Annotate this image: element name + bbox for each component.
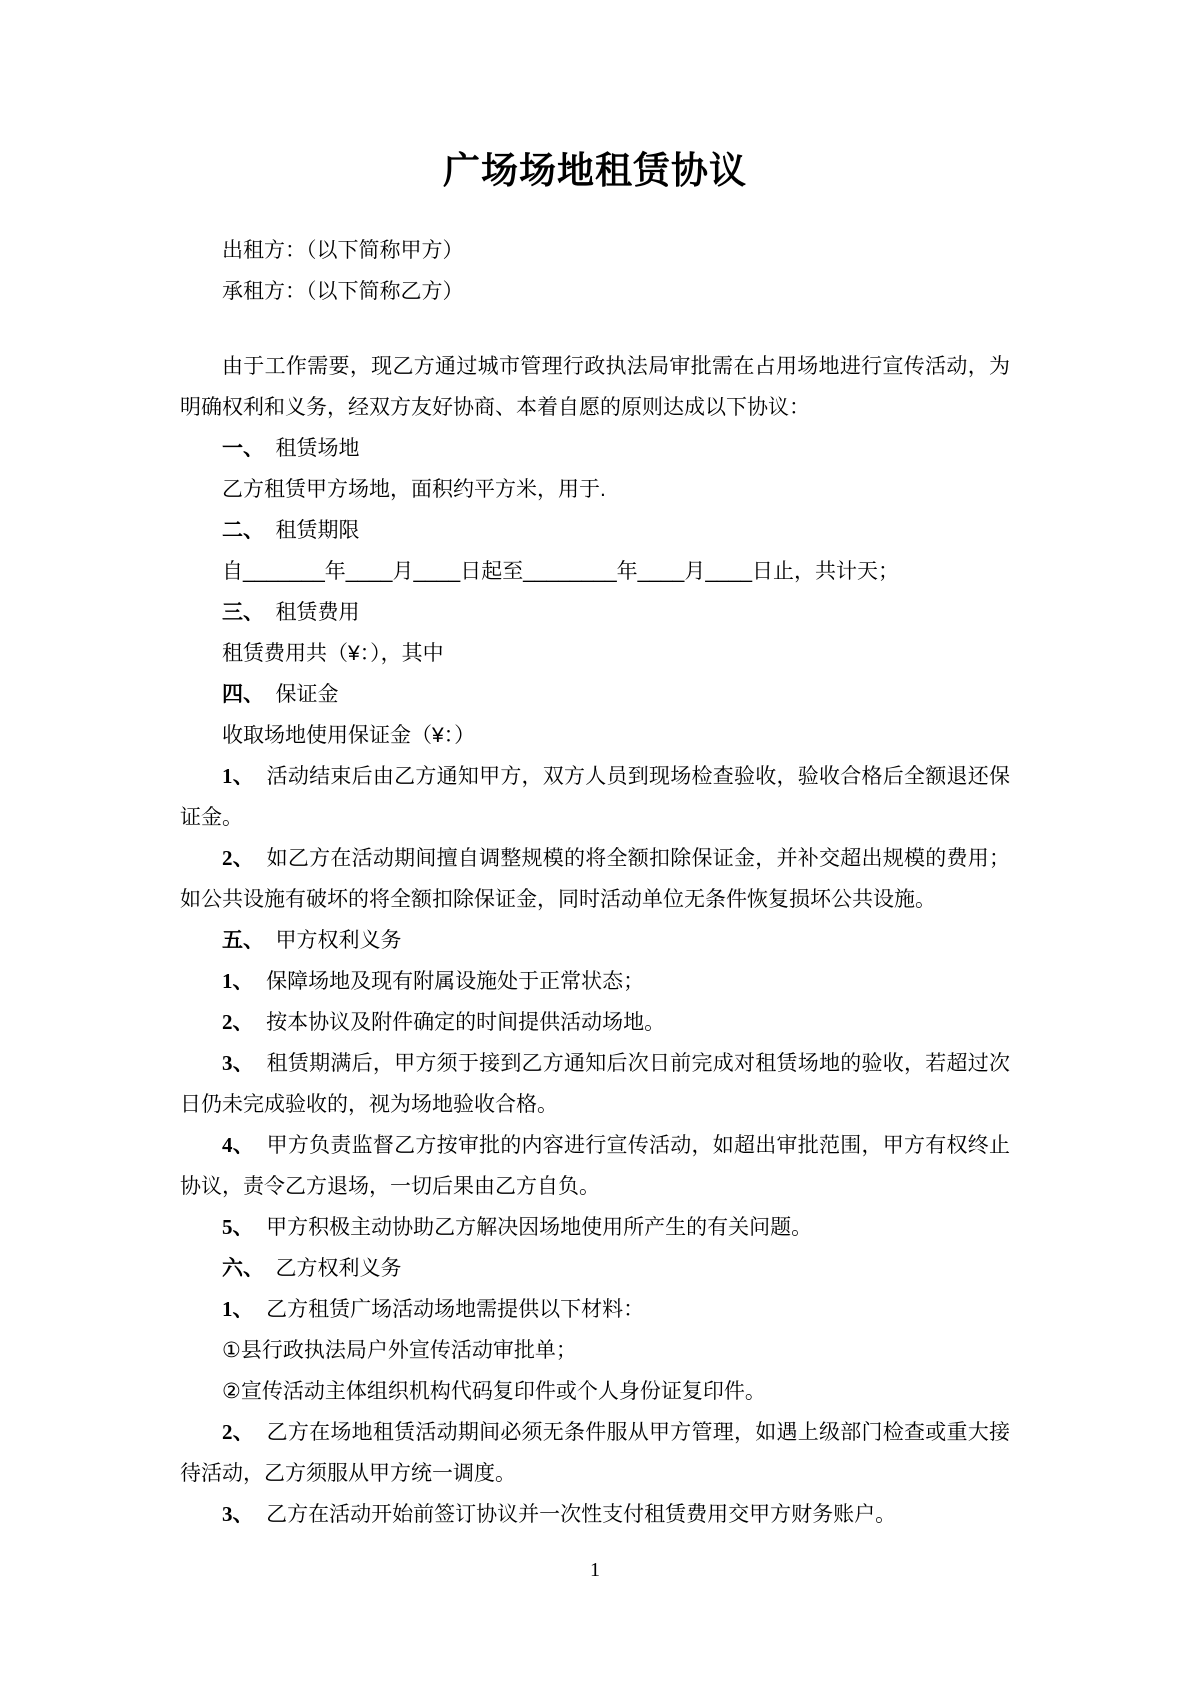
section-heading-deposit [180,674,1010,715]
item-number: 4、 [222,1133,254,1157]
party-b-item-1-text: 乙方租赁广场活动场地需提供以下材料： [266,1298,645,1321]
party-lessor-text: 出租方：（以下简称甲方） [222,239,464,262]
clause-lease-term-text: 自_______年____月____日起至________年____月____日止，共计天； [222,560,900,583]
party-lessee-line [180,271,1010,312]
party-a-item-3-text: 租赁期满后，甲方须于接到乙方通知后次日前完成对租赁场地的验收，若超过次日仍未完成验收的，视为场地验收合格。 [180,1052,1011,1116]
preamble-text: 由于工作需要，现乙方通过城市管理行政执法局审批需在占用场地进行宣传活动，为明确权利和义务，经双方友好协商、本着自愿的原则达成以下协议： [180,355,1010,419]
deposit-item-2-text: 如乙方在活动期间擅自调整规模的将全额扣除保证金，并补交超出规模的费用；如公共设施有破坏的将全额扣除保证金，同时活动单位无条件恢复损坏公共设施。 [180,847,1011,911]
clause-deposit-text: 收取场地使用保证金（¥：） [222,724,476,747]
party-a-item-2 [180,1002,1010,1043]
clause-lease-fee [180,633,1010,674]
item-number: 1、 [222,1297,254,1321]
party-b-item-3 [180,1494,1010,1535]
party-a-item-1-text: 保障场地及现有附属设施处于正常状态； [266,970,645,993]
section-number: 六、 [222,1257,264,1280]
item-number: 2、 [222,1010,254,1034]
item-number: 1、 [222,764,254,788]
clause-deposit [180,715,1010,756]
item-number: 1、 [222,969,254,993]
section-heading-party-a-rights [180,920,1010,961]
section-heading-text: 甲方权利义务 [275,929,402,952]
section-heading-lease-fee [180,592,1010,633]
section-heading-text: 乙方权利义务 [275,1257,402,1280]
section-number: 二、 [222,519,264,542]
party-a-item-4-text: 甲方负责监督乙方按审批的内容进行宣传活动，如超出审批范围，甲方有权终止协议，责令乙方退场，一切后果由乙方自负。 [180,1134,1011,1198]
section-heading-lease-term [180,510,1010,551]
deposit-item-2 [180,838,1010,920]
item-number: 3、 [222,1051,254,1075]
party-a-item-3 [180,1043,1010,1125]
party-lessor-line [180,230,1010,271]
party-b-item-2-text: 乙方在场地租赁活动期间必须无条件服从甲方管理，如遇上级部门检查或重大接待活动，乙方须服从甲方统一调度。 [180,1421,1011,1485]
page-number: 1 [590,1559,600,1581]
preamble-paragraph [180,346,1010,428]
section-heading-text: 租赁场地 [275,437,360,460]
party-a-item-5 [180,1207,1010,1248]
party-a-item-4 [180,1125,1010,1207]
material-item-2 [180,1371,1010,1412]
section-heading-text: 租赁期限 [275,519,360,542]
party-b-item-3-text: 乙方在活动开始前签订协议并一次性支付租赁费用交甲方财务账户。 [266,1503,897,1526]
item-number: 3、 [222,1502,254,1526]
material-item-2-text: ②宣传活动主体组织机构代码复印件或个人身份证复印件。 [222,1380,766,1403]
section-number: 一、 [222,437,264,460]
clause-lease-site [180,469,1010,510]
section-heading-party-b-rights [180,1248,1010,1289]
clause-lease-term-dates [180,551,1010,592]
party-a-item-5-text: 甲方积极主动协助乙方解决因场地使用所产生的有关问题。 [266,1216,813,1239]
section-number: 三、 [222,601,264,624]
section-heading-text: 保证金 [275,683,339,706]
clause-lease-site-text: 乙方租赁甲方场地，面积约平方米，用于. [222,478,606,501]
material-item-1 [180,1330,1010,1371]
item-number: 2、 [222,846,254,870]
blank-line [180,312,1010,346]
deposit-item-1-text: 活动结束后由乙方通知甲方，双方人员到现场检查验收，验收合格后全额退还保证金。 [180,765,1011,829]
party-lessee-text: 承租方：（以下简称乙方） [222,280,464,303]
section-number: 五、 [222,929,264,952]
clause-lease-fee-text: 租赁费用共（¥：），其中 [222,642,444,665]
party-a-item-1 [180,961,1010,1002]
section-heading-text: 租赁费用 [275,601,360,624]
party-b-item-2 [180,1412,1010,1494]
material-item-1-text: ①县行政执法局户外宣传活动审批单； [222,1339,577,1362]
party-a-item-2-text: 按本协议及附件确定的时间提供活动场地。 [266,1011,666,1034]
page-title: 广场场地租赁协议 [443,150,747,191]
deposit-item-1 [180,756,1010,838]
party-b-item-1 [180,1289,1010,1330]
section-number: 四、 [222,683,264,706]
section-heading-lease-site [180,428,1010,469]
item-number: 5、 [222,1215,254,1239]
item-number: 2、 [222,1420,254,1444]
